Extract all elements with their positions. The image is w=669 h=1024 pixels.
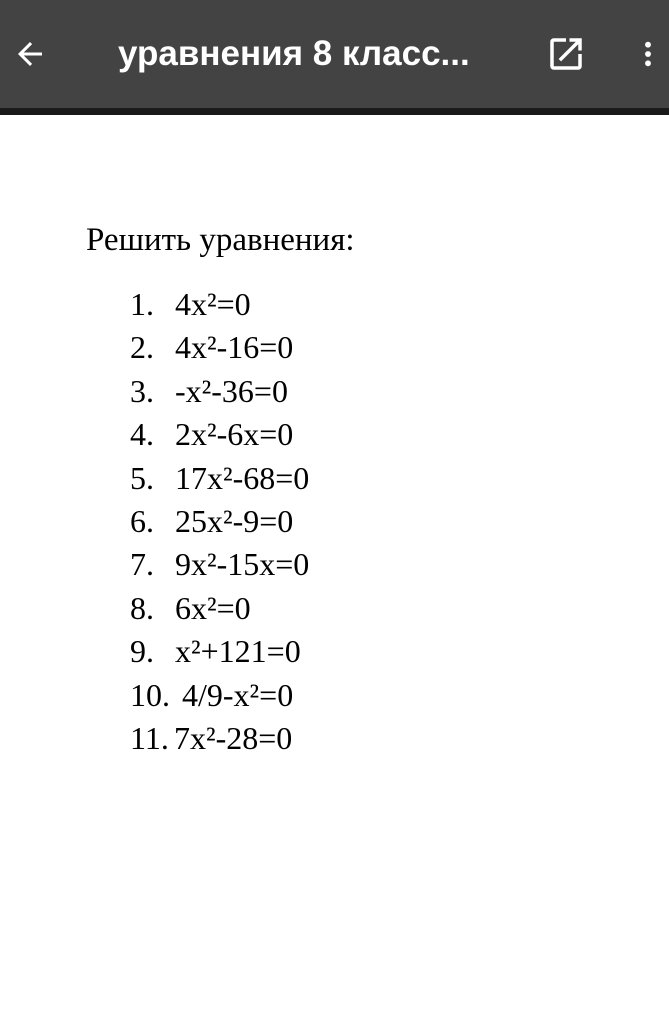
- equation-item: [130, 326, 294, 369]
- equation-item: [130, 717, 293, 760]
- equation-number: 8.: [130, 589, 154, 626]
- equation-text: 6x²=0: [175, 589, 251, 626]
- document-heading: Решить уравнения:: [86, 222, 355, 258]
- equation-text: -x²-36=0: [175, 372, 288, 409]
- equation-text: 17x²-68=0: [175, 459, 310, 496]
- equation-item: [130, 413, 294, 456]
- equation-list: [130, 283, 310, 760]
- equation-item: [130, 630, 301, 673]
- equation-number: 10.: [130, 676, 170, 713]
- open-in-new-icon: [545, 33, 587, 75]
- app-bar: [0, 0, 669, 115]
- equation-number: 3.: [130, 372, 154, 409]
- equation-item: [130, 370, 288, 413]
- equation-text: 2x²-6x=0: [175, 416, 294, 453]
- equation-item: [130, 543, 310, 586]
- equation-text: 9x²-15x=0: [175, 546, 310, 583]
- equation-number: 7.: [130, 546, 154, 583]
- equation-item: [130, 587, 251, 630]
- equation-item: [130, 500, 294, 543]
- document-title: уравнения 8 класс...: [118, 34, 470, 73]
- equation-number: 9.: [130, 633, 154, 670]
- back-button[interactable]: [6, 26, 54, 82]
- equation-number: 5.: [130, 459, 154, 496]
- equation-item: [130, 457, 310, 500]
- equation-text: 4x²=0: [175, 286, 251, 322]
- equation-text: 4/9-x²=0: [182, 676, 294, 713]
- equation-text: x²+121=0: [175, 633, 301, 670]
- equation-number: 11.: [130, 719, 169, 756]
- equation-number: 6.: [130, 502, 154, 539]
- document-page: [0, 115, 669, 1024]
- equation-item: [130, 283, 251, 326]
- equation-number: 1.: [130, 286, 154, 322]
- equation-number: 2.: [130, 329, 154, 366]
- equation-item: [130, 674, 294, 717]
- equation-number: 4.: [130, 416, 154, 453]
- equation-text: 7x²-28=0: [174, 719, 293, 756]
- more-vert-icon: [632, 34, 664, 74]
- more-options-button[interactable]: [628, 28, 668, 80]
- equation-text: 4x²-16=0: [175, 329, 294, 366]
- open-in-new-button[interactable]: [540, 28, 592, 80]
- arrow-left-icon: [12, 36, 48, 72]
- equation-text: 25x²-9=0: [175, 502, 294, 539]
